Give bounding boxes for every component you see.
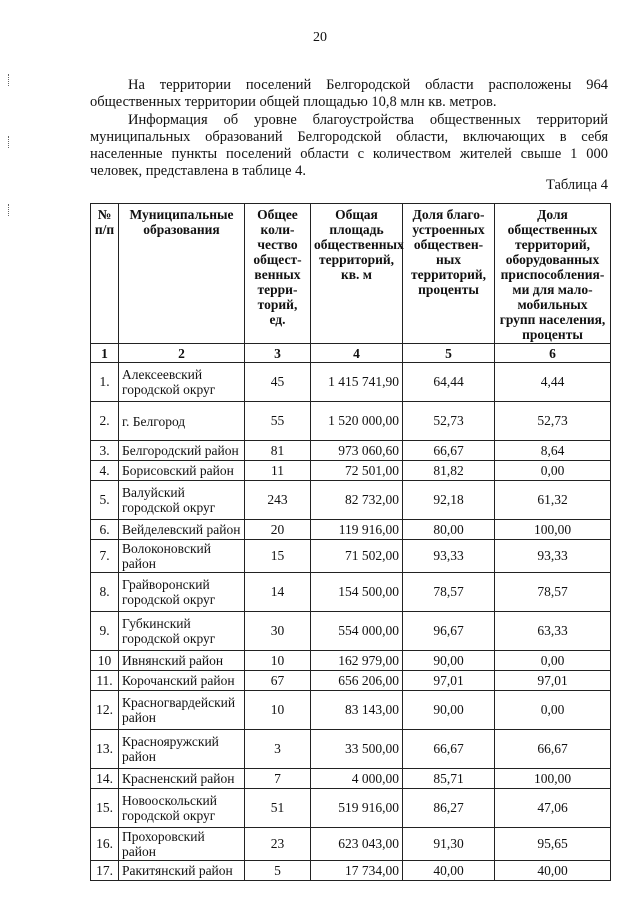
table-row <box>91 402 611 441</box>
page-number: 20 <box>313 30 327 45</box>
territory-area: 17 734,00 <box>311 861 403 881</box>
municipality-name: Прохоровский район <box>119 828 245 861</box>
territory-area: 554 000,00 <box>311 612 403 651</box>
table-row <box>91 363 611 402</box>
territory-count: 55 <box>245 402 311 441</box>
municipality-name: Белгородский район <box>119 441 245 461</box>
row-number: 4. <box>91 461 119 481</box>
territory-area: 72 501,00 <box>311 461 403 481</box>
share-accessible: 0,00 <box>495 691 611 730</box>
table-row <box>91 441 611 461</box>
territory-count: 51 <box>245 789 311 828</box>
row-number: 17. <box>91 861 119 881</box>
public-territories-table <box>90 203 611 881</box>
row-number: 3. <box>91 441 119 461</box>
header-area: Общая площадь общественных территорий, кв. м <box>311 204 403 344</box>
municipality-name: Ивнянский район <box>119 651 245 671</box>
territory-count: 3 <box>245 730 311 769</box>
share-accessible: 8,64 <box>495 441 611 461</box>
territory-count: 45 <box>245 363 311 402</box>
municipality-name: г. Белгород <box>119 402 245 441</box>
municipality-name: Борисовский район <box>119 461 245 481</box>
column-number: 3 <box>245 344 311 363</box>
share-improved: 66,67 <box>403 730 495 769</box>
territory-area: 1 415 741,90 <box>311 363 403 402</box>
share-improved: 52,73 <box>403 402 495 441</box>
municipality-name: Краснояружский район <box>119 730 245 769</box>
table-body <box>91 363 611 881</box>
share-accessible: 47,06 <box>495 789 611 828</box>
share-improved: 78,57 <box>403 573 495 612</box>
share-accessible: 40,00 <box>495 861 611 881</box>
row-number: 14. <box>91 769 119 789</box>
share-improved: 40,00 <box>403 861 495 881</box>
share-accessible: 52,73 <box>495 402 611 441</box>
territory-area: 1 520 000,00 <box>311 402 403 441</box>
header-municipality: Муниципальные образования <box>119 204 245 344</box>
table-row <box>91 573 611 612</box>
table-caption: Таблица 4 <box>545 177 608 193</box>
column-number: 2 <box>119 344 245 363</box>
paragraph-intro: На территории поселений Белгородской области расположены 964 общественных территории общей площадью 10,8 млн кв. метров. <box>90 76 608 110</box>
table-row <box>91 861 611 881</box>
territory-count: 7 <box>245 769 311 789</box>
header-share-improved: Доля благо-устроенных обществен-ных территорий, проценты <box>403 204 495 344</box>
share-improved: 66,67 <box>403 441 495 461</box>
territory-area: 33 500,00 <box>311 730 403 769</box>
share-improved: 97,01 <box>403 671 495 691</box>
column-number: 1 <box>91 344 119 363</box>
territory-count: 5 <box>245 861 311 881</box>
margin-mark <box>8 74 11 86</box>
territory-area: 71 502,00 <box>311 540 403 573</box>
share-accessible: 4,44 <box>495 363 611 402</box>
row-number: 7. <box>91 540 119 573</box>
table-row <box>91 691 611 730</box>
share-accessible: 95,65 <box>495 828 611 861</box>
territory-count: 23 <box>245 828 311 861</box>
margin-mark <box>8 204 11 216</box>
territory-count: 11 <box>245 461 311 481</box>
share-accessible: 66,67 <box>495 730 611 769</box>
territory-area: 519 916,00 <box>311 789 403 828</box>
territory-area: 656 206,00 <box>311 671 403 691</box>
table-row <box>91 520 611 540</box>
territory-count: 30 <box>245 612 311 651</box>
municipality-name: Грайворонский городской округ <box>119 573 245 612</box>
row-number: 8. <box>91 573 119 612</box>
table-row <box>91 769 611 789</box>
share-improved: 64,44 <box>403 363 495 402</box>
territory-area: 83 143,00 <box>311 691 403 730</box>
municipality-name: Губкинский городской округ <box>119 612 245 651</box>
share-accessible: 97,01 <box>495 671 611 691</box>
row-number: 9. <box>91 612 119 651</box>
share-improved: 85,71 <box>403 769 495 789</box>
table-row <box>91 671 611 691</box>
share-improved: 90,00 <box>403 691 495 730</box>
share-improved: 91,30 <box>403 828 495 861</box>
table-row <box>91 651 611 671</box>
municipality-name: Новооскольский городской округ <box>119 789 245 828</box>
municipality-name: Корочанский район <box>119 671 245 691</box>
header-number: № п/п <box>91 204 119 344</box>
territory-area: 162 979,00 <box>311 651 403 671</box>
row-number: 15. <box>91 789 119 828</box>
share-improved: 90,00 <box>403 651 495 671</box>
territory-count: 15 <box>245 540 311 573</box>
row-number: 12. <box>91 691 119 730</box>
table-row <box>91 461 611 481</box>
margin-mark <box>8 136 11 148</box>
share-improved: 92,18 <box>403 481 495 520</box>
municipality-name: Алексеевский городской округ <box>119 363 245 402</box>
territory-area: 623 043,00 <box>311 828 403 861</box>
row-number: 6. <box>91 520 119 540</box>
header-count: Общее коли-чество общест-венных терри-торий, ед. <box>245 204 311 344</box>
row-number: 2. <box>91 402 119 441</box>
column-number: 4 <box>311 344 403 363</box>
municipality-name: Красненский район <box>119 769 245 789</box>
share-improved: 81,82 <box>403 461 495 481</box>
municipality-name: Вейделевский район <box>119 520 245 540</box>
municipality-name: Валуйский городской округ <box>119 481 245 520</box>
share-improved: 96,67 <box>403 612 495 651</box>
territory-area: 4 000,00 <box>311 769 403 789</box>
share-improved: 93,33 <box>403 540 495 573</box>
paragraph-info: Информация об уровне благоустройства общественных территорий муниципальных образований Белгородской области, включающих в себя населенные пункты поселений области с количеством жителей свыше 1 000 человек, представлена в таблице 4. <box>90 111 608 179</box>
share-accessible: 63,33 <box>495 612 611 651</box>
territory-count: 10 <box>245 651 311 671</box>
territory-count: 67 <box>245 671 311 691</box>
territory-count: 10 <box>245 691 311 730</box>
share-improved: 80,00 <box>403 520 495 540</box>
share-accessible: 93,33 <box>495 540 611 573</box>
municipality-name: Ракитянский район <box>119 861 245 881</box>
territory-count: 243 <box>245 481 311 520</box>
share-accessible: 100,00 <box>495 769 611 789</box>
share-improved: 86,27 <box>403 789 495 828</box>
share-accessible: 100,00 <box>495 520 611 540</box>
territory-area: 82 732,00 <box>311 481 403 520</box>
table-row <box>91 789 611 828</box>
table-row <box>91 828 611 861</box>
row-number: 13. <box>91 730 119 769</box>
territory-count: 14 <box>245 573 311 612</box>
row-number: 1. <box>91 363 119 402</box>
territory-area: 119 916,00 <box>311 520 403 540</box>
row-number: 5. <box>91 481 119 520</box>
table-row <box>91 730 611 769</box>
municipality-name: Волоконовский район <box>119 540 245 573</box>
territory-area: 154 500,00 <box>311 573 403 612</box>
share-accessible: 61,32 <box>495 481 611 520</box>
territory-area: 973 060,60 <box>311 441 403 461</box>
row-number: 10 <box>91 651 119 671</box>
share-accessible: 0,00 <box>495 651 611 671</box>
territory-count: 81 <box>245 441 311 461</box>
table-row <box>91 540 611 573</box>
column-number: 6 <box>495 344 611 363</box>
territory-count: 20 <box>245 520 311 540</box>
share-accessible: 78,57 <box>495 573 611 612</box>
column-number: 5 <box>403 344 495 363</box>
row-number: 11. <box>91 671 119 691</box>
header-share-accessible: Доля общественных территорий, оборудованных приспособления-ми для мало-мобильных групп населения, проценты <box>495 204 611 344</box>
table-row <box>91 612 611 651</box>
table-row <box>91 481 611 520</box>
municipality-name: Красногвардейский район <box>119 691 245 730</box>
share-accessible: 0,00 <box>495 461 611 481</box>
row-number: 16. <box>91 828 119 861</box>
